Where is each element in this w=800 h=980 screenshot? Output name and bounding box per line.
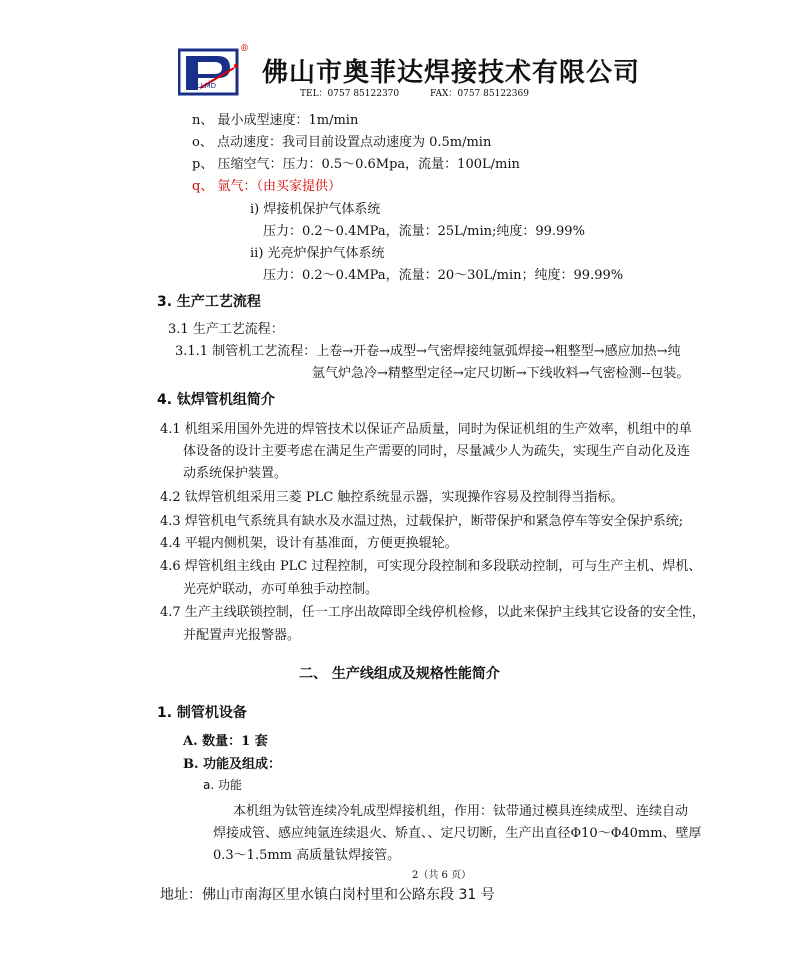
process-flow-line-1: 3.1.1 制管机工艺流程：上卷→开卷→成型→气密焊接纯氩弧焊接→粗整型→感应加热→纯 (175, 344, 681, 359)
para-4-6-line-2: 光亮炉联动，亦可单独手动控制。 (183, 582, 379, 597)
company-address: 地址：佛山市南海区里水镇白岗村里和公路东段 31 号 (160, 887, 495, 903)
item-q-label: q、 氩气： (192, 179, 257, 194)
para-4-1-line-1: 4.1 机组采用国外先进的焊管技术以保证产品质量，同时为保证机组的生产效率，机组中的单 (160, 422, 692, 437)
para-4-3: 4.3 焊管机电气系统具有缺水及水温过热，过载保护，断带保护和紧急停车等安全保护系统; (160, 514, 684, 529)
fax-number: FAX：0757 85122369 (430, 89, 529, 99)
item-q (192, 175, 341, 194)
contact-line (300, 86, 557, 99)
section-3-1: 3.1 生产工艺流程： (168, 322, 284, 337)
company-logo (178, 44, 248, 98)
para-4-7-line-2: 并配置声光报警器。 (183, 628, 301, 643)
gas-system-2-title: ii) 光亮炉保护气体系统 (250, 246, 385, 261)
para-4-6-line-1: 4.6 焊管机组主线由 PLC 过程控制，可实现分段控制和多段联动控制，可与生产主机、焊机、 (160, 559, 702, 574)
section-1-title: 1. 制管机设备 (157, 705, 247, 721)
page-number: 2（共 6 页） (412, 870, 472, 881)
description-line-3: 0.3～1.5mm 高质量钛焊接管。 (213, 848, 401, 863)
item-o: o、 点动速度：我司目前设置点动速度为 0.5m/min (192, 135, 492, 150)
para-4-1-line-3: 动系统保护装置。 (183, 466, 288, 481)
description-line-2: 焊接成管、感应纯氩连续退火、矫直、、定尺切断，生产出直径Φ10～Φ40mm、壁厚 (213, 826, 702, 841)
tel-number: TEL：0757 85122370 (300, 89, 400, 99)
section-3-title: 3. 生产工艺流程 (157, 294, 261, 310)
gas-system-1-title: i) 焊接机保护气体系统 (250, 202, 381, 217)
logo-text: ALLMD (192, 82, 217, 90)
quantity-line: A. 数量：1 套 (183, 734, 268, 749)
process-flow-line-2: 氩气炉急冷→精整型定径→定尺切断→下线收料→气密检测--包装。 (312, 366, 690, 381)
para-4-1-line-2: 体设备的设计主要考虑在满足生产需要的同时，尽量减少人为疏失，实现生产自动化及连 (183, 444, 691, 459)
para-4-4: 4.4 平辊内侧机架，设计有基准面，方便更换辊轮。 (160, 536, 458, 551)
function-composition-line: B. 功能及组成： (183, 757, 282, 772)
function-subheading: a. 功能 (203, 778, 242, 792)
section-4-title: 4. 钛焊管机组简介 (157, 392, 275, 408)
para-4-2: 4.2 钛焊管机组采用三菱 PLC 触控系统显示器，实现操作容易及控制得当指标。 (160, 490, 624, 505)
item-n: n、 最小成型速度：1m/min (192, 113, 359, 128)
description-line-1: 本机组为钛管连续冷轧成型焊接机组，作用：钛带通过模具连续成型、连续自动 (233, 804, 689, 819)
para-4-7-line-1: 4.7 生产主线联锁控制，任一工序出故障即全线停机检修，以此来保护主线其它设备的安全性， (160, 605, 705, 620)
item-p: p、 压缩空气：压力：0.5～0.6Mpa，流量：100L/min (192, 157, 520, 172)
gas-system-2-spec: 压力：0.2～0.4MPa，流量：20～30L/min；纯度：99.99% (263, 268, 624, 283)
company-name: 佛山市奥菲达焊接技术有限公司 (262, 58, 641, 88)
registered-mark: ® (240, 44, 249, 54)
gas-system-1-spec: 压力：0.2～0.4MPa，流量：25L/min;纯度：99.99% (263, 224, 585, 239)
part-2-title: 二、 生产线组成及规格性能简介 (299, 666, 500, 682)
item-q-note: （由买家提供） (256, 179, 341, 194)
